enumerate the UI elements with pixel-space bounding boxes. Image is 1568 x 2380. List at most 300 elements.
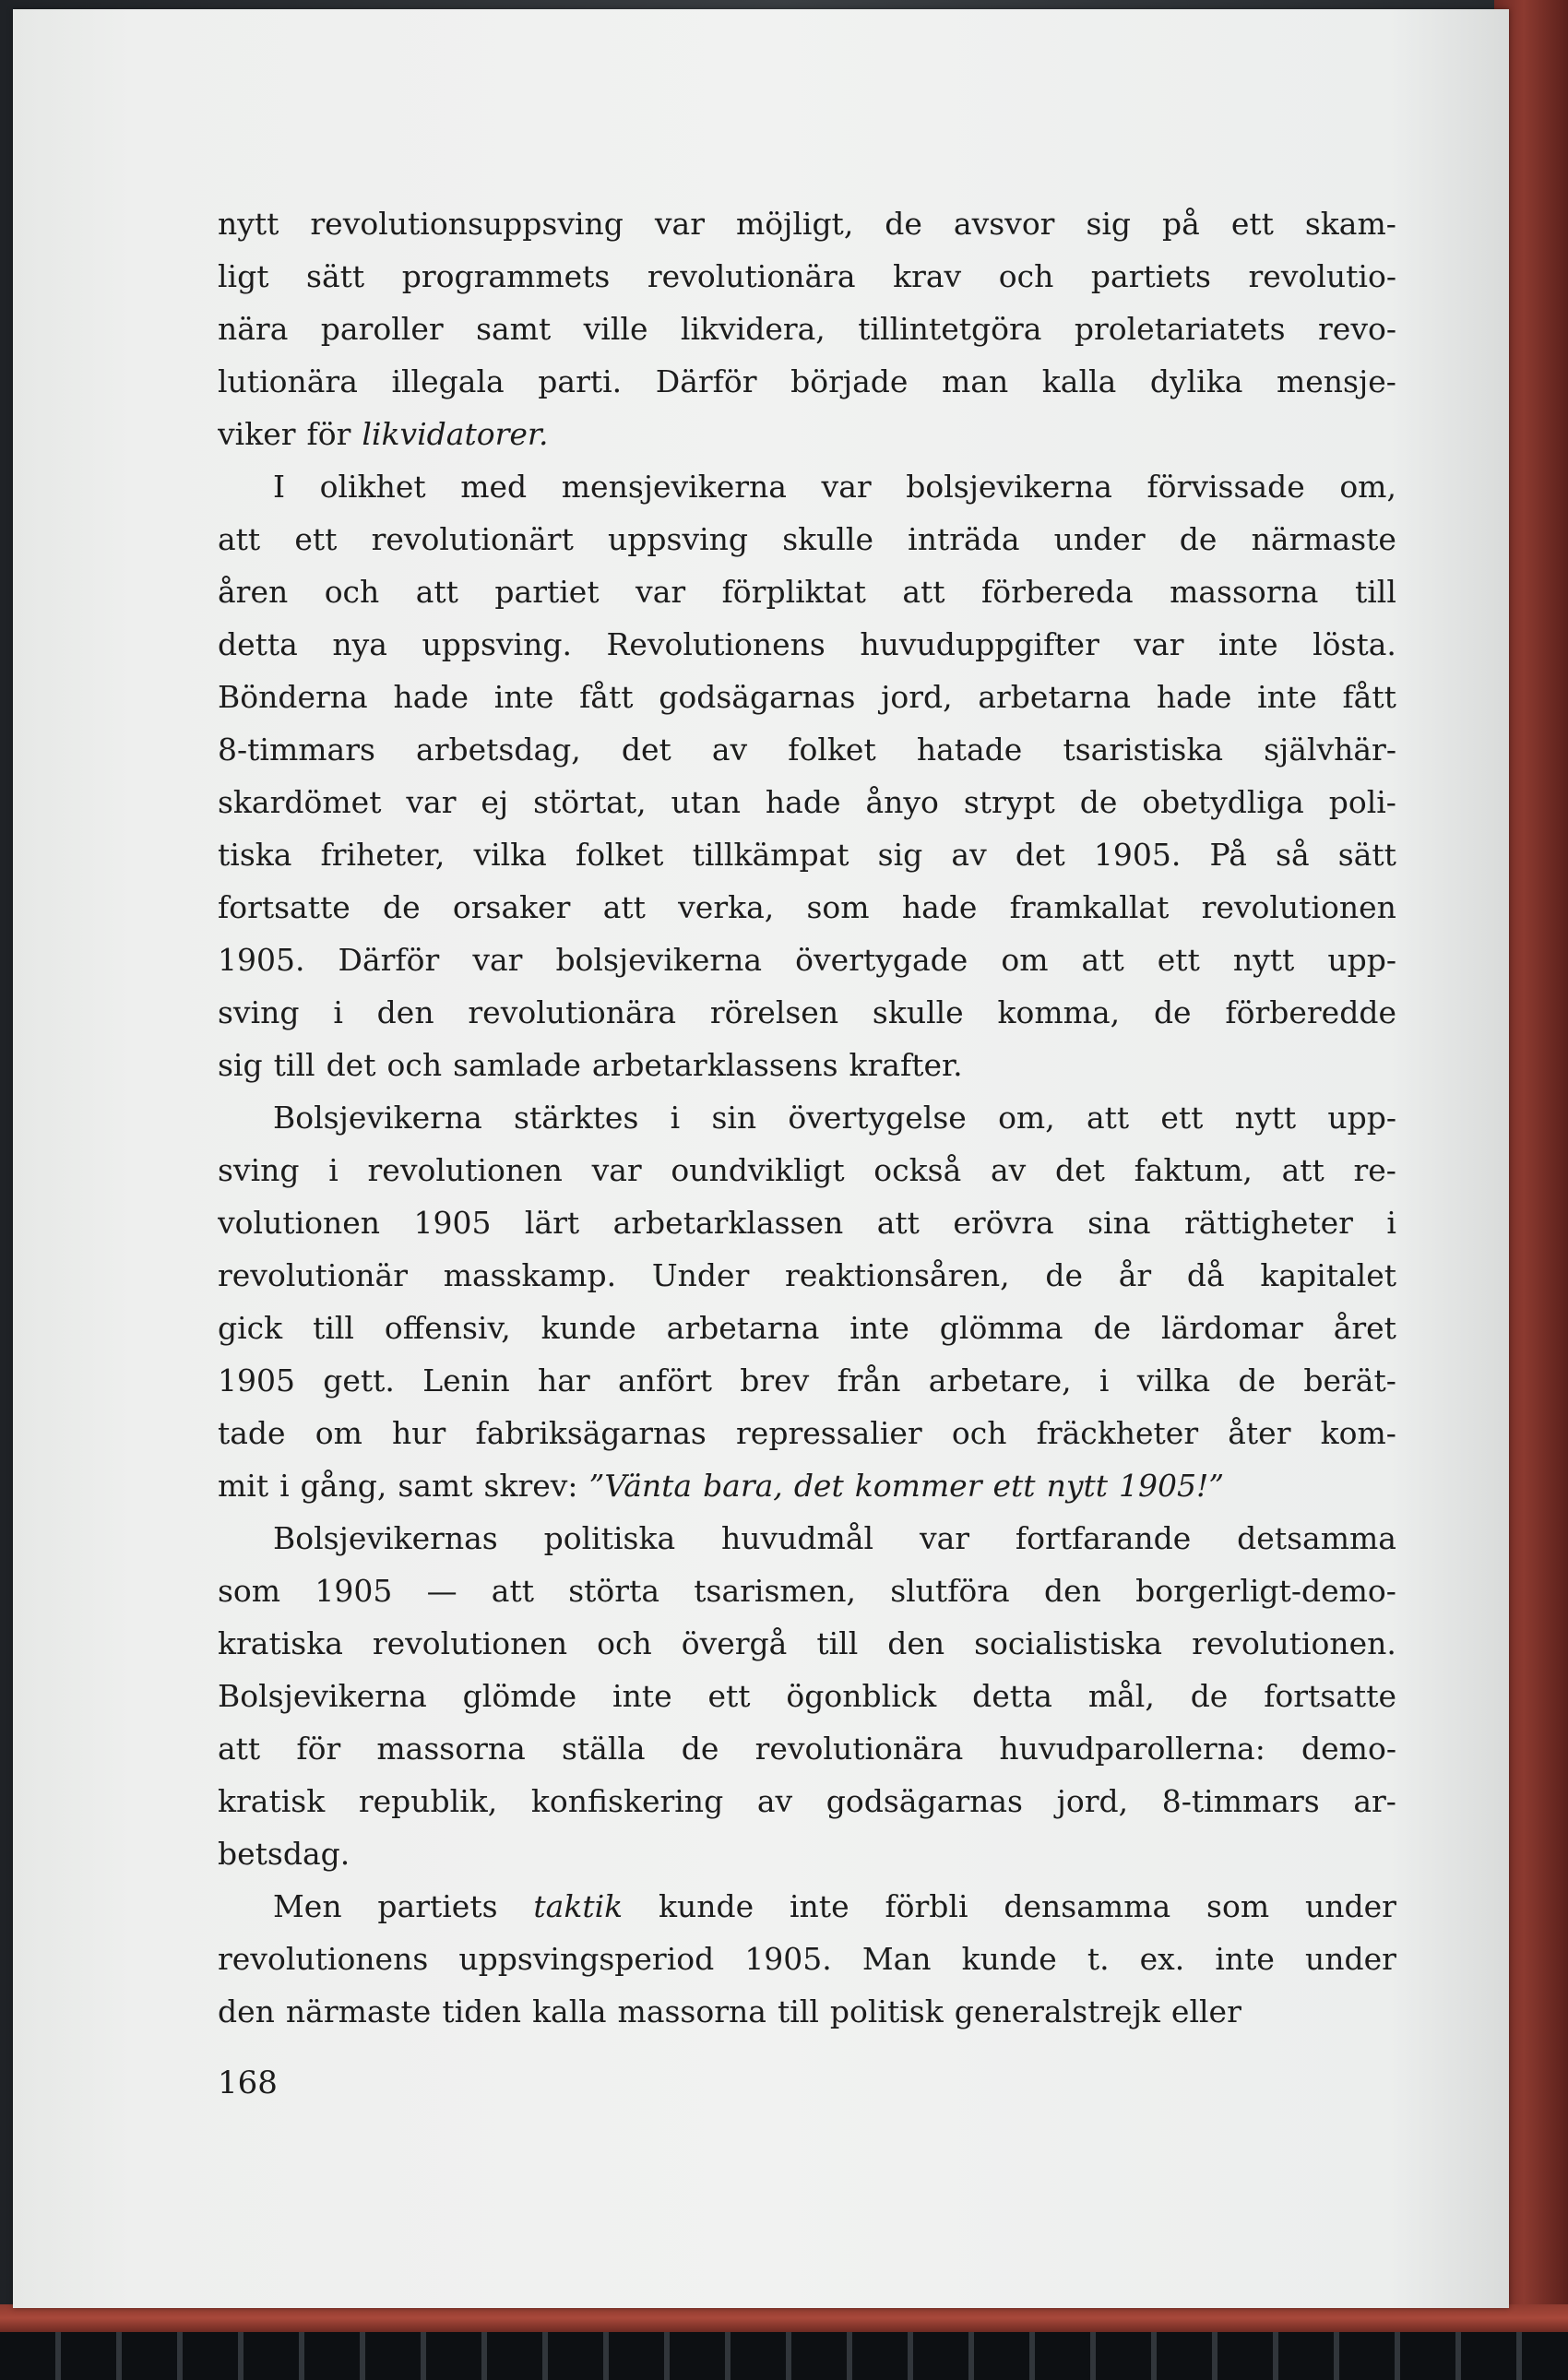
word: inte [1215, 1941, 1275, 1977]
word: revolutionen. [1192, 1625, 1396, 1661]
word: inte [1218, 626, 1278, 662]
word: skam- [1304, 206, 1396, 242]
word: övergå [681, 1625, 788, 1661]
word: folket [576, 837, 664, 873]
word: sin [711, 1100, 757, 1136]
word: hade [393, 679, 469, 715]
word: strypt [963, 784, 1055, 820]
word: arbetarklassen [612, 1205, 844, 1241]
word: nytt [1232, 942, 1295, 978]
word: fått [579, 679, 634, 715]
word: kunde [961, 1941, 1057, 1977]
word: mit [218, 1468, 269, 1504]
word: år [1118, 1257, 1152, 1293]
word: densamma [1004, 1888, 1171, 1924]
word: lutionära [218, 363, 358, 399]
word: var [821, 469, 872, 505]
word: att [1081, 942, 1124, 978]
word: kalla [1041, 363, 1117, 399]
word: att [876, 1205, 920, 1241]
word: Bolsjevikerna [218, 1678, 427, 1714]
word: bolsjevikerna [906, 469, 1112, 505]
text-line [218, 723, 1396, 776]
word: kapitalet [1260, 1257, 1396, 1293]
word: också [873, 1152, 962, 1188]
word: massorna [617, 1993, 766, 2029]
word: sig [218, 1047, 263, 1083]
word: av [711, 732, 748, 768]
word: var [1134, 626, 1184, 662]
body-text [218, 197, 1396, 2038]
word: Därför [655, 363, 757, 399]
word: till [777, 1993, 819, 2029]
word: I [273, 469, 286, 505]
word: inte [1257, 679, 1317, 715]
word: politisk [829, 1993, 944, 2029]
word: bolsjevikerna [555, 942, 763, 978]
word: Bönderna [218, 679, 368, 715]
word: av [756, 1783, 793, 1819]
word: som [806, 889, 870, 925]
word: sätt [1337, 837, 1396, 873]
word: ville [583, 311, 648, 347]
word: att [218, 521, 261, 557]
text-line [218, 1880, 1396, 1933]
word: ”Vänta [588, 1468, 693, 1504]
text-line [218, 1985, 1396, 2038]
word: revolutio- [1248, 258, 1396, 294]
word: olikhet [319, 469, 426, 505]
word: socialistiska [974, 1625, 1163, 1661]
word: ett [1230, 206, 1274, 242]
word: På [1209, 837, 1247, 873]
word: om [315, 1415, 362, 1451]
word: sving [218, 1152, 300, 1188]
word: 1905 [413, 1205, 492, 1241]
word: 1905. [744, 1941, 832, 1977]
word: hade [901, 889, 978, 925]
word: började [790, 363, 909, 399]
word: de [1190, 1678, 1229, 1714]
word: ligt [218, 258, 269, 294]
word: gick [218, 1310, 283, 1346]
word: övertygade [795, 942, 968, 978]
word: avsvor [953, 206, 1055, 242]
word: för [296, 1731, 341, 1767]
word: de [1045, 1257, 1083, 1293]
word: uppsvingsperiod [458, 1941, 715, 1977]
book-page [13, 9, 1509, 2308]
word: att [415, 574, 458, 610]
word: mensjevikerna [561, 469, 787, 505]
word: nytt [1046, 1468, 1108, 1504]
word: ett [707, 1678, 751, 1714]
word: det [1055, 1152, 1105, 1188]
word: den [887, 1625, 945, 1661]
word: illegala [391, 363, 505, 399]
word: som [1206, 1888, 1270, 1924]
word: det [326, 1047, 376, 1083]
word: sig [1086, 206, 1132, 242]
word: i [1099, 1363, 1110, 1398]
word: i [1386, 1205, 1396, 1241]
word: sätt [306, 258, 365, 294]
word: upp- [1327, 1100, 1396, 1136]
word: åren [218, 574, 289, 610]
word: åter [1228, 1415, 1291, 1451]
word: demo- [1301, 1731, 1396, 1767]
word: samt [398, 1468, 473, 1504]
text-line [218, 197, 1396, 250]
word: borgerligt-demo- [1135, 1573, 1396, 1609]
word: partiet [494, 574, 600, 610]
word: den [376, 994, 434, 1030]
word: Därför [338, 942, 440, 978]
word: detta [218, 626, 298, 662]
word: politiska [543, 1520, 676, 1556]
scan-ruler-strip [0, 2332, 1568, 2380]
word: de [885, 206, 922, 242]
word: lösta. [1313, 626, 1396, 662]
word: 1905. [218, 942, 305, 978]
word: på [1162, 206, 1200, 242]
word: ej [481, 784, 509, 820]
word: brev [740, 1363, 810, 1398]
word: revolutionen [1201, 889, 1396, 925]
word: masskamp. [443, 1257, 617, 1293]
text-line [218, 1249, 1396, 1302]
word: partiets [377, 1888, 498, 1924]
word: var [919, 1520, 970, 1556]
word: vilka [1136, 1363, 1211, 1398]
text-line [218, 1302, 1396, 1354]
word: arbetarna [978, 679, 1132, 715]
word: ett [294, 521, 338, 557]
word: kalla [532, 1993, 607, 2029]
text-line [218, 1354, 1396, 1407]
word: glömde [462, 1678, 577, 1714]
word: — [426, 1573, 457, 1609]
word: generalstrejk [954, 1993, 1160, 2029]
word: nytt [1234, 1100, 1297, 1136]
word: republik, [358, 1783, 498, 1819]
word: skardömet [218, 784, 382, 820]
word: under [1053, 521, 1146, 557]
word: anfört [617, 1363, 712, 1398]
word: kunde [540, 1310, 636, 1346]
word: förbereda [981, 574, 1134, 610]
word: samlade [453, 1047, 581, 1083]
paragraph [218, 1091, 1396, 1512]
word: till [816, 1625, 859, 1661]
text-line [218, 1512, 1396, 1565]
word: att [902, 574, 945, 610]
text-line [218, 1933, 1396, 1985]
word: de [1153, 994, 1192, 1030]
word: uppsving [608, 521, 749, 557]
word: störtat, [533, 784, 647, 820]
word: jord, [1056, 1783, 1129, 1819]
word: Man [861, 1941, 932, 1977]
word: fått [1342, 679, 1396, 715]
word: tiden [442, 1993, 522, 2029]
word: ex. [1139, 1941, 1185, 1977]
word: övertygelse [788, 1100, 967, 1136]
word: sving [218, 994, 300, 1030]
word: folket [788, 732, 876, 768]
word: 1905 [315, 1573, 393, 1609]
word: upp- [1327, 942, 1396, 978]
word: tillkämpat [692, 837, 849, 873]
text-line [218, 1827, 1396, 1880]
word: under [1304, 1941, 1396, 1977]
text-line [218, 303, 1396, 355]
word: ögonblick [786, 1678, 937, 1714]
text-line [218, 618, 1396, 671]
word: revolutionsuppsving [310, 206, 624, 242]
text-line [218, 355, 1396, 408]
word: glömma [939, 1310, 1063, 1346]
text-line [218, 1670, 1396, 1722]
word: massorna [376, 1731, 526, 1767]
word: ånyo [865, 784, 939, 820]
text-line [218, 1144, 1396, 1196]
word: i [279, 1468, 290, 1504]
word: den [1043, 1573, 1101, 1609]
word: de [1093, 1310, 1132, 1346]
word: detsamma [1237, 1520, 1396, 1556]
word: om [1001, 942, 1049, 978]
word: lärdomar [1161, 1310, 1303, 1346]
word: mål, [1087, 1678, 1155, 1714]
word: kratisk [218, 1783, 326, 1819]
text-line [218, 408, 1396, 460]
word: nytt [218, 206, 279, 242]
text-line [218, 460, 1396, 513]
word: att [1086, 1100, 1130, 1136]
text-line [218, 986, 1396, 1039]
word: revolutionära [468, 994, 677, 1030]
word: arbetare, [928, 1363, 1072, 1398]
word: fortsatte [1264, 1678, 1396, 1714]
word: till [1354, 574, 1396, 610]
word: och [324, 574, 380, 610]
word: viker [218, 416, 296, 452]
word: proletariatets [1074, 311, 1286, 347]
word: re- [1353, 1152, 1396, 1188]
word: hatade [916, 732, 1023, 768]
word: 1905. [1093, 837, 1182, 873]
word: var [406, 784, 457, 820]
word: och [951, 1415, 1007, 1451]
paragraph [218, 460, 1396, 1091]
word: detta [972, 1678, 1052, 1714]
word: stärktes [514, 1100, 639, 1136]
word: inträda [908, 521, 1020, 557]
word: från [837, 1363, 901, 1398]
word: i [333, 994, 343, 1030]
word: att [1281, 1152, 1324, 1188]
word: Bolsjevikerna [273, 1100, 482, 1136]
word: de [383, 889, 421, 925]
word: gång, [300, 1468, 387, 1504]
word: faktum, [1134, 1152, 1253, 1188]
word: krav [893, 258, 962, 294]
text-line [218, 1091, 1396, 1144]
text-line [218, 1039, 1396, 1091]
text-line [218, 1722, 1396, 1775]
word: reaktionsåren, [785, 1257, 1010, 1293]
word: Lenin [422, 1363, 510, 1398]
word: massorna [1170, 574, 1319, 610]
word: hade [765, 784, 841, 820]
word: i [328, 1152, 339, 1188]
word: godsägarnas [659, 679, 856, 715]
word: till [313, 1310, 354, 1346]
paragraph [218, 1880, 1396, 2038]
word: självhär- [1264, 732, 1396, 768]
word: konfiskering [530, 1783, 724, 1819]
word: poli- [1328, 784, 1396, 820]
word: så [1276, 837, 1310, 873]
text-line [218, 828, 1396, 881]
word: var [472, 942, 523, 978]
word: samt [476, 311, 552, 347]
word: störta [568, 1573, 660, 1609]
word: obetydliga [1142, 784, 1304, 820]
word: arbetarna [666, 1310, 820, 1346]
word: med [460, 469, 528, 505]
word: 1905 [218, 1363, 295, 1398]
text-line [218, 1196, 1396, 1249]
word: revolutionär [218, 1257, 409, 1293]
word: kommer [854, 1468, 982, 1504]
word: vilka [473, 837, 547, 873]
word: bara, [703, 1468, 783, 1504]
word: huvuduppgifter [860, 626, 1099, 662]
word: berät- [1303, 1363, 1396, 1398]
word: av [951, 837, 987, 873]
word: tsaristiska [1063, 732, 1223, 768]
word: skrev: [483, 1468, 578, 1504]
text-line [218, 1565, 1396, 1617]
word: 8-timmars [218, 732, 375, 768]
word: revolutionen [367, 1152, 563, 1188]
word: slutföra [890, 1573, 1010, 1609]
word: då [1186, 1257, 1225, 1293]
word: fabriksägarnas [475, 1415, 707, 1451]
word: inte [790, 1888, 849, 1924]
word: var [636, 574, 686, 610]
word: komma, [997, 994, 1121, 1030]
word: 1905!” [1118, 1468, 1225, 1504]
word: möjligt, [735, 206, 854, 242]
word: nära [218, 311, 289, 347]
word: tade [218, 1415, 286, 1451]
word: Revolutionens [606, 626, 826, 662]
word: de [681, 1731, 719, 1767]
text-line [218, 1459, 1396, 1512]
paragraph [218, 1512, 1396, 1880]
word: till [273, 1047, 315, 1083]
word: dylika [1149, 363, 1243, 399]
word: arbetarklassens [591, 1047, 838, 1083]
word: kunde [658, 1888, 754, 1924]
word: mensje- [1276, 363, 1396, 399]
word: förvissade [1146, 469, 1305, 505]
word: de [1179, 521, 1218, 557]
word: huvudmål [721, 1520, 874, 1556]
word: erövra [953, 1205, 1054, 1241]
word: arbetsdag, [416, 732, 581, 768]
word: det [621, 732, 671, 768]
word: revolutionens [218, 1941, 429, 1977]
text-line [218, 881, 1396, 934]
word: närmaste [1251, 521, 1396, 557]
word: Bolsjevikernas [273, 1520, 498, 1556]
word: fortfarande [1015, 1520, 1192, 1556]
word: partiets [1090, 258, 1211, 294]
word: skulle [872, 994, 964, 1030]
word: året [1333, 1310, 1396, 1346]
text-line [218, 565, 1396, 618]
word: revo- [1318, 311, 1396, 347]
word: att [602, 889, 646, 925]
word: var [591, 1152, 642, 1188]
word: för [306, 416, 351, 452]
word: man [941, 363, 1009, 399]
text-line [218, 513, 1396, 565]
word: Under [651, 1257, 750, 1293]
word: om, [998, 1100, 1055, 1136]
page-number: 168 [218, 2065, 278, 2101]
word: förpliktat [721, 574, 866, 610]
word: rättigheter [1183, 1205, 1353, 1241]
word: utan [671, 784, 741, 820]
word: verka, [678, 889, 775, 925]
word: volutionen [218, 1205, 381, 1241]
word: som [218, 1573, 281, 1609]
word: inte [493, 679, 554, 715]
word: ar- [1353, 1783, 1396, 1819]
word: att [218, 1731, 261, 1767]
word: programmets [401, 258, 611, 294]
text-line [218, 671, 1396, 723]
word: eller [1170, 1993, 1241, 2029]
word: huvudparollerna: [999, 1731, 1265, 1767]
word: framkallat [1009, 889, 1170, 925]
word: oundvikligt [671, 1152, 845, 1188]
word: hade [1156, 679, 1232, 715]
word: orsaker [452, 889, 571, 925]
word: revolutionära [754, 1731, 964, 1767]
word: tillintetgöra [858, 311, 1042, 347]
word: fräckheter [1036, 1415, 1199, 1451]
word: den [218, 1993, 275, 2029]
word: uppsving. [422, 626, 572, 662]
word: friheter, [320, 837, 445, 873]
word: kratiska [218, 1625, 343, 1661]
word: förbli [885, 1888, 968, 1924]
text-line [218, 1617, 1396, 1670]
word: sina [1087, 1205, 1151, 1241]
word: Men [273, 1888, 342, 1924]
word: parti. [538, 363, 623, 399]
word: var [654, 206, 705, 242]
word: och [998, 258, 1054, 294]
word: det [1015, 837, 1065, 873]
word: godsägarnas [826, 1783, 1023, 1819]
